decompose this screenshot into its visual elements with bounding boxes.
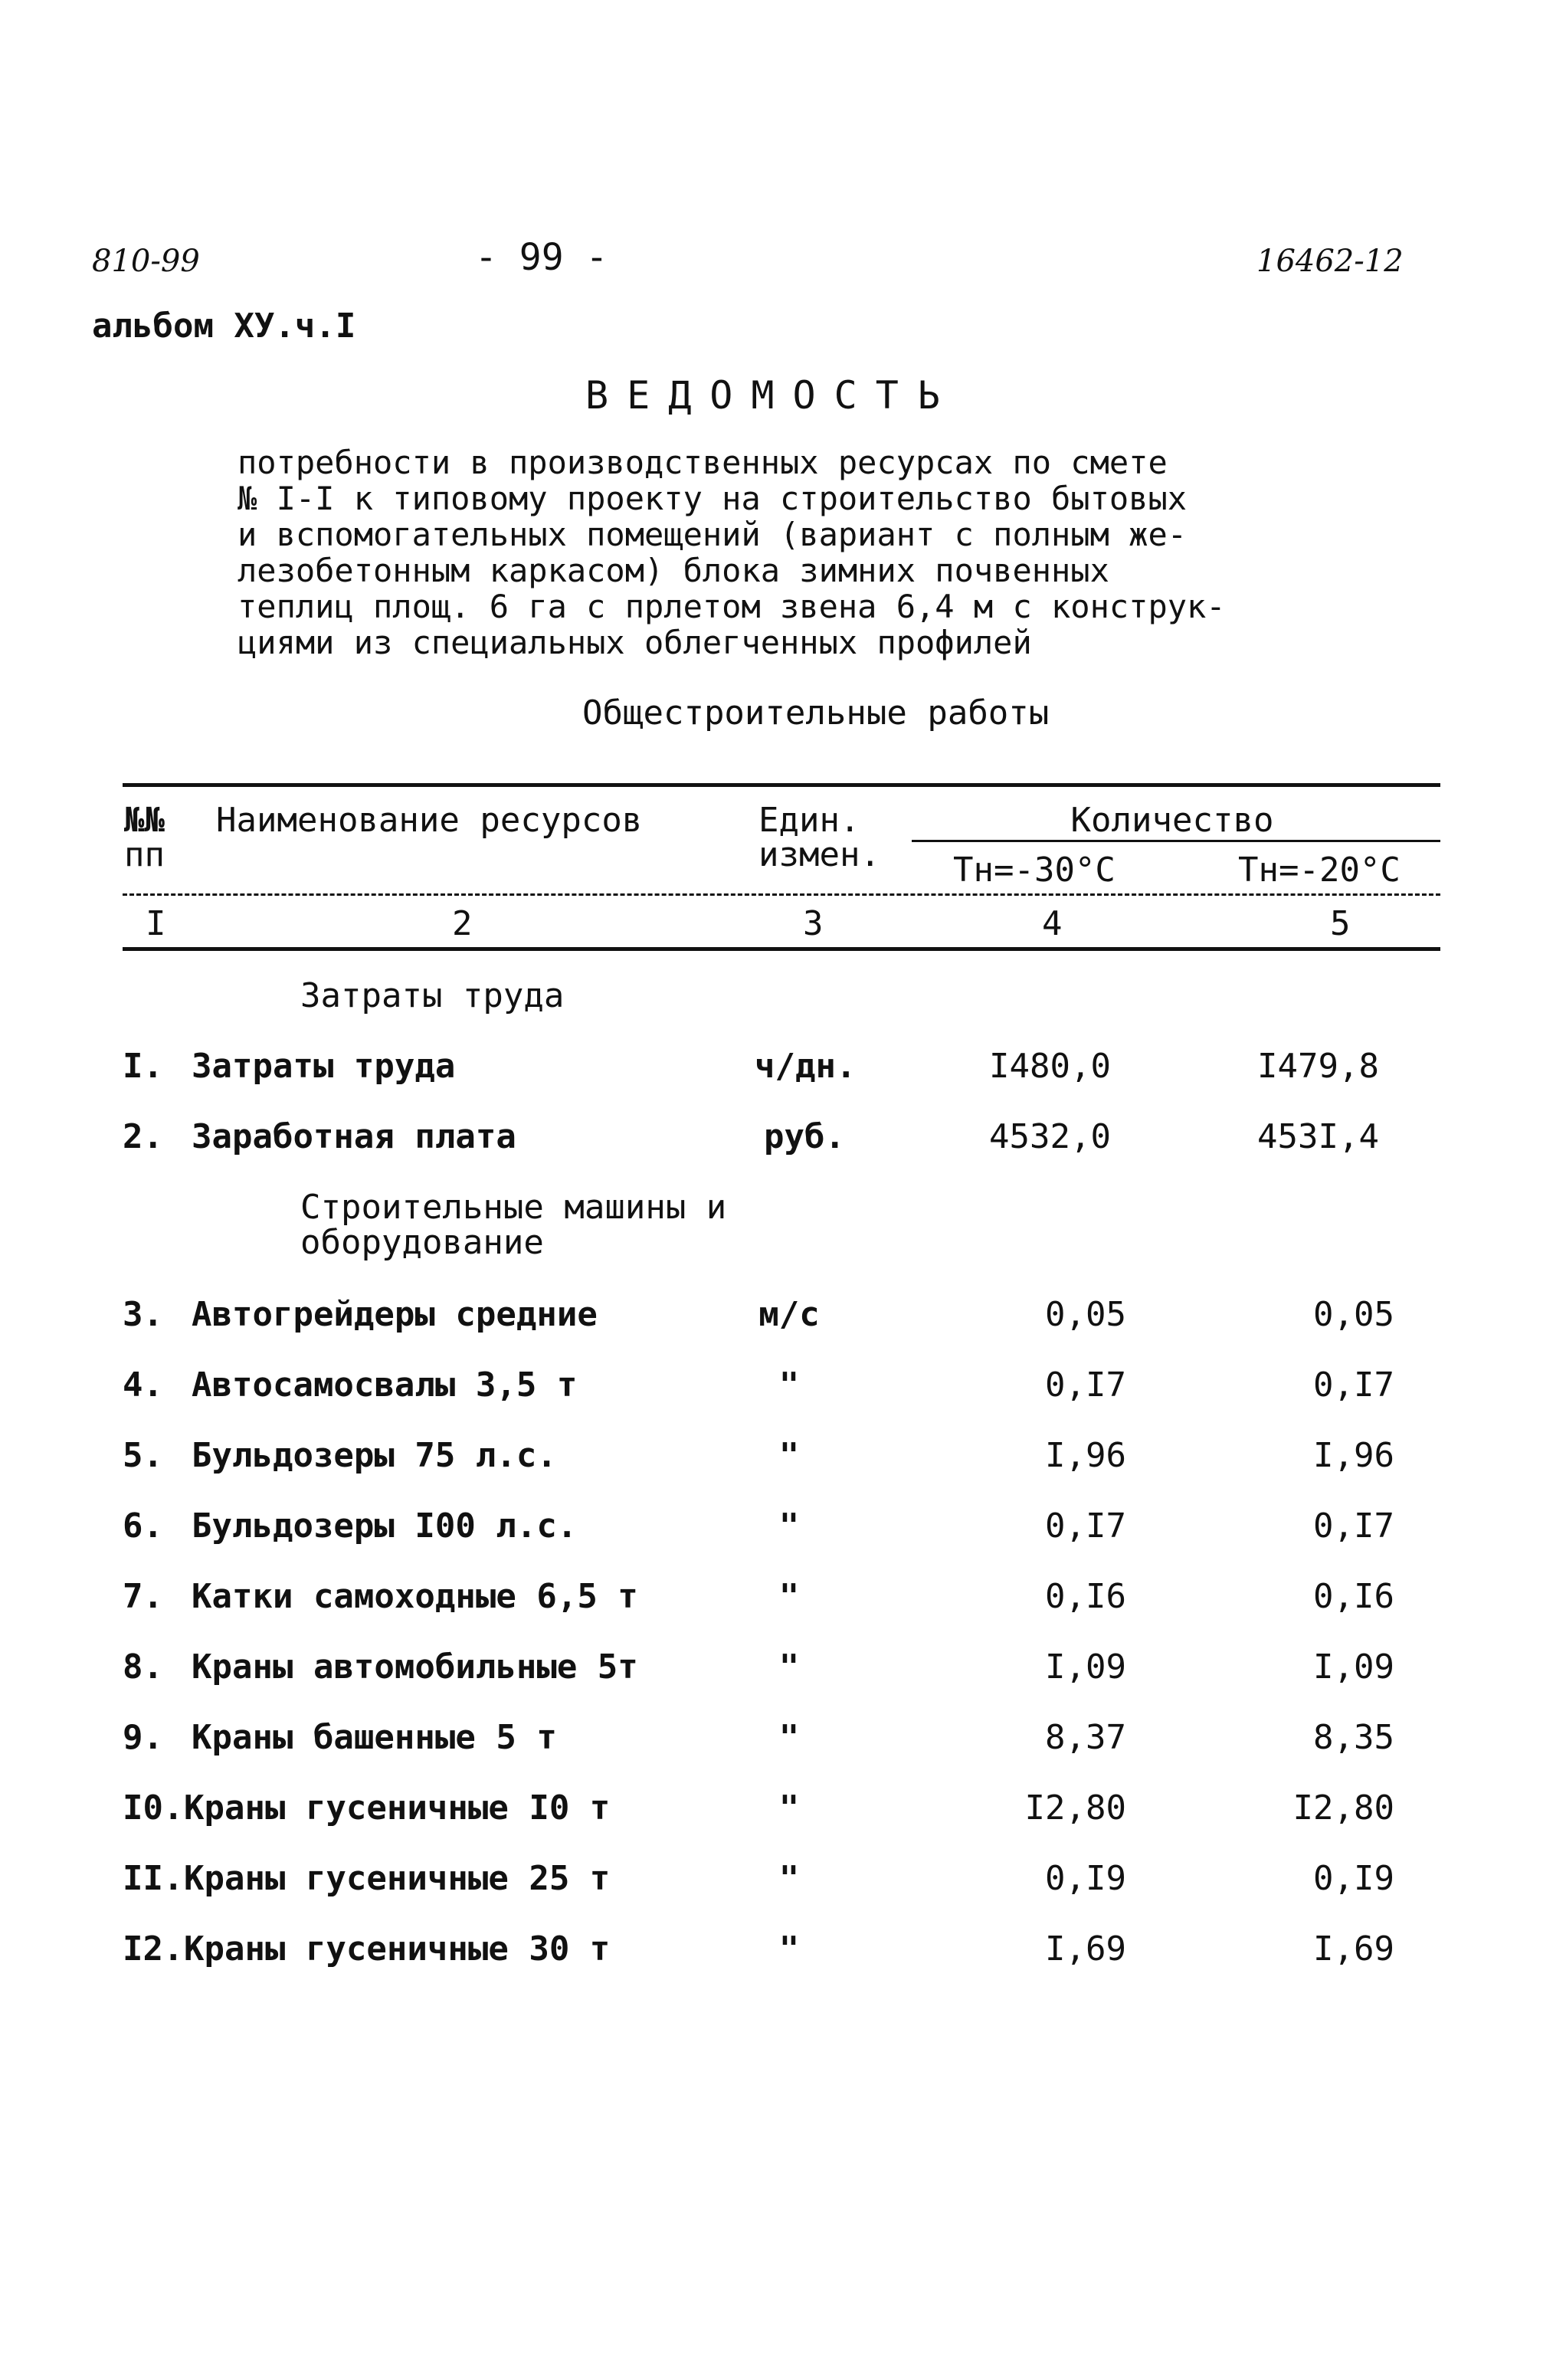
row-qty-30: 0,I9	[1045, 1859, 1126, 1898]
intro-line: потребности в производственных ресурсах по смете	[238, 444, 1168, 481]
col-qty-header: Количество	[1070, 801, 1274, 840]
row-qty-20: 0,05	[1313, 1295, 1394, 1334]
intro-line: № I-I к типовому проекту на строительство бытовых	[238, 480, 1188, 517]
row-unit: "	[778, 1436, 800, 1475]
col-q2-header: Тн=-20°С	[1238, 851, 1401, 890]
intro-line: лезобетонным каркасом) блока зимних почвенных	[238, 552, 1109, 589]
row-name: Бульдозеры I00 л.с.	[192, 1506, 578, 1546]
row-name: Автогрейдеры средние	[192, 1295, 598, 1334]
col-number-3: 3	[803, 904, 824, 943]
row-unit: "	[778, 1365, 800, 1405]
row-number: 9.	[123, 1718, 163, 1757]
col-number-2: 2	[452, 904, 473, 943]
row-unit: м/с	[758, 1295, 820, 1334]
row-name: Катки самоходные 6,5 т	[192, 1577, 638, 1616]
row-unit: руб.	[764, 1117, 845, 1156]
row-number: 2.	[123, 1117, 163, 1156]
row-unit: "	[778, 1929, 800, 1969]
row-name: Краны гусеничные 30 т	[184, 1929, 611, 1969]
section-title: Строительные машины и	[300, 1188, 727, 1227]
row-name: Автосамосвалы 3,5 т	[192, 1365, 578, 1405]
col-number-1: I	[146, 904, 166, 943]
row-number: 3.	[123, 1295, 163, 1334]
row-qty-20: 8,35	[1313, 1718, 1394, 1757]
row-qty-30: I,96	[1045, 1436, 1126, 1475]
row-qty-20: 0,I7	[1313, 1365, 1394, 1405]
row-number: 8.	[123, 1647, 163, 1687]
row-unit: "	[778, 1506, 800, 1546]
row-qty-20: I,09	[1313, 1647, 1394, 1687]
row-name: Краны башенные 5 т	[192, 1718, 557, 1757]
page-number: - 99 -	[475, 236, 608, 279]
left-code: 810-99	[92, 244, 200, 279]
row-name: Бульдозеры 75 л.с.	[192, 1436, 557, 1475]
row-number: 7.	[123, 1577, 163, 1616]
section-subtitle: Общестроительные работы	[582, 693, 1050, 733]
row-name: Заработная плата	[192, 1117, 516, 1156]
row-unit: "	[778, 1647, 800, 1687]
row-unit: "	[778, 1577, 800, 1616]
section-title-cont: оборудование	[300, 1223, 544, 1262]
row-unit: ч/дн.	[755, 1047, 857, 1086]
row-qty-30: 0,I7	[1045, 1365, 1126, 1405]
row-qty-30: 4532,0	[989, 1117, 1111, 1156]
row-number: 5.	[123, 1436, 163, 1475]
row-qty-30: I480,0	[989, 1047, 1111, 1086]
row-qty-30: I2,80	[1024, 1788, 1126, 1828]
row-name: Краны гусеничные I0 т	[184, 1788, 611, 1828]
row-qty-20: 0,I6	[1313, 1577, 1394, 1616]
row-qty-20: 453I,4	[1257, 1117, 1379, 1156]
col-name-header: Наименование ресурсов	[216, 801, 643, 840]
row-unit: "	[778, 1718, 800, 1757]
row-qty-30: 0,I7	[1045, 1506, 1126, 1546]
intro-line: циями из специальных облегченных профилей	[238, 624, 1032, 661]
row-qty-20: I,96	[1313, 1436, 1394, 1475]
row-name: Краны автомобильные 5т	[192, 1647, 638, 1687]
row-number: II.	[123, 1859, 184, 1898]
intro-line: и вспомогательных помещений (вариант с полным же-	[238, 516, 1188, 553]
row-qty-20: I,69	[1313, 1929, 1394, 1969]
row-number: 4.	[123, 1365, 163, 1405]
row-qty-30: I,09	[1045, 1647, 1126, 1687]
row-unit: "	[778, 1859, 800, 1898]
document-title: ВЕДОМОСТЬ	[585, 373, 958, 418]
row-qty-20: 0,I9	[1313, 1859, 1394, 1898]
row-qty-30: I,69	[1045, 1929, 1126, 1969]
album-label: альбом XУ.ч.I	[92, 307, 356, 346]
row-qty-20: 0,I7	[1313, 1506, 1394, 1546]
row-unit: "	[778, 1788, 800, 1828]
row-qty-20: I479,8	[1257, 1047, 1379, 1086]
row-number: 6.	[123, 1506, 163, 1546]
col-unit-line1: Един.	[758, 801, 860, 840]
section-title: Затраты труда	[300, 976, 565, 1015]
col-number-5: 5	[1330, 904, 1351, 943]
intro-line: теплиц площ. 6 га с прлетом звена 6,4 м с конструк-	[238, 588, 1226, 625]
right-code: 16462-12	[1256, 244, 1404, 279]
col-q1-header: Тн=-30°С	[953, 851, 1116, 890]
row-number: I.	[123, 1047, 163, 1086]
col-no-line2: пп	[124, 835, 165, 874]
row-qty-20: I2,80	[1292, 1788, 1394, 1828]
row-name: Краны гусеничные 25 т	[184, 1859, 611, 1898]
col-number-4: 4	[1042, 904, 1063, 943]
row-qty-30: 8,37	[1045, 1718, 1126, 1757]
col-unit-line2: измен.	[758, 835, 880, 874]
intro-paragraph	[238, 444, 1226, 661]
row-number: I2.	[123, 1929, 184, 1969]
row-name: Затраты труда	[192, 1047, 456, 1086]
col-no-line1: №№	[124, 801, 165, 840]
row-qty-30: 0,I6	[1045, 1577, 1126, 1616]
row-number: I0.	[123, 1788, 184, 1828]
row-qty-30: 0,05	[1045, 1295, 1126, 1334]
